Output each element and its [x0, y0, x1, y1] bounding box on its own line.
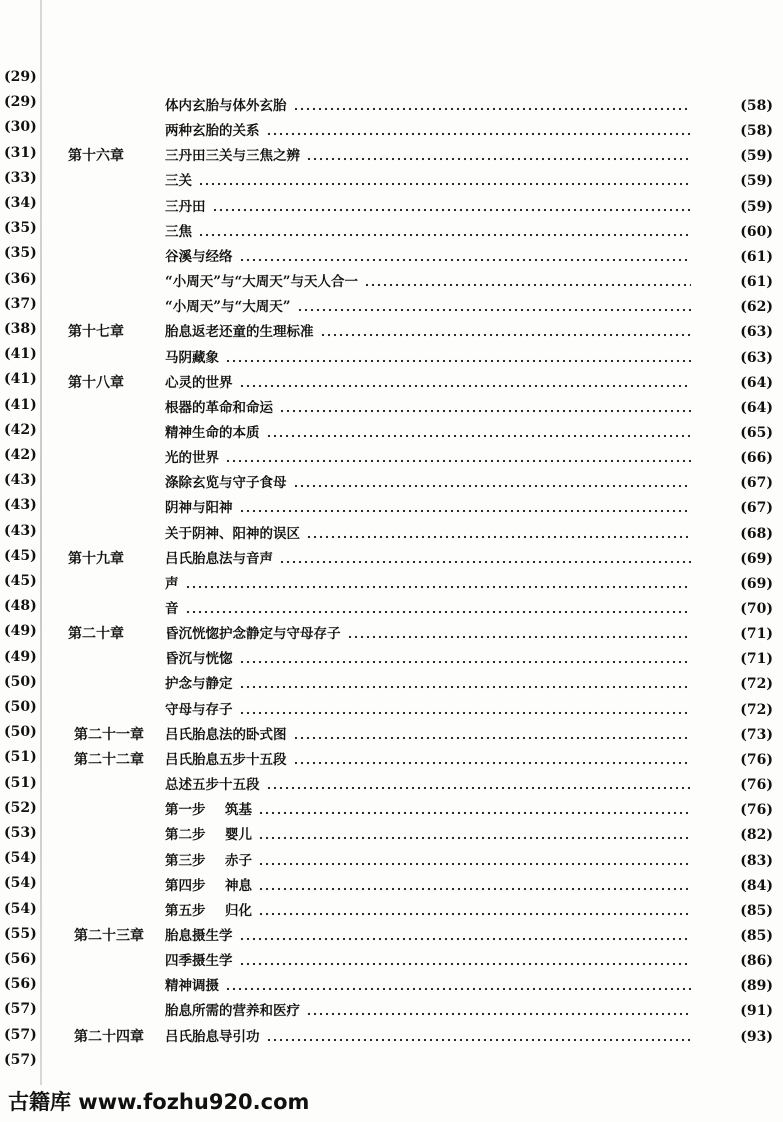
toc-entry [165, 448, 691, 468]
toc-entry [165, 322, 691, 342]
dot-leader [258, 825, 691, 845]
section-title: 三关 [165, 173, 192, 190]
left-margin-number: (57) [4, 1026, 37, 1043]
dot-leader [258, 800, 691, 820]
left-margin-number: (34) [4, 195, 37, 211]
section-title: 守母与存子 [165, 701, 233, 718]
page-number: (76) [740, 802, 773, 819]
toc-entry [165, 825, 691, 845]
step-title: 赤子 [225, 852, 252, 869]
step-number: 第一步 [165, 802, 206, 819]
toc-row[interactable] [0, 96, 783, 116]
left-margin-number: (50) [4, 724, 37, 741]
dot-leader [266, 423, 692, 443]
toc-row[interactable] [0, 448, 783, 468]
dot-leader [225, 976, 691, 996]
left-margin-number: (38) [4, 321, 37, 337]
section-title: 吕氏胎息法与音声 [165, 550, 273, 567]
toc-row[interactable] [0, 247, 783, 267]
page-number: (82) [740, 827, 773, 844]
toc-entry [165, 574, 691, 594]
page-number: (63) [740, 349, 773, 366]
toc-entry [165, 800, 691, 820]
toc-entry [165, 1027, 691, 1047]
section-title: 谷溪与经络 [165, 248, 233, 265]
toc-entry [165, 901, 691, 921]
toc-row[interactable] [0, 121, 783, 141]
section-title: 关于阴神、阳神的误区 [165, 525, 300, 542]
dot-leader [306, 1001, 691, 1021]
page-number: (60) [740, 223, 773, 240]
page-number: (69) [740, 575, 773, 592]
chapter-label: 第二十四章 [74, 1028, 144, 1045]
section-title: 胎息摄生学 [165, 927, 233, 944]
toc-row[interactable] [0, 976, 783, 996]
left-margin-number: (41) [4, 346, 37, 363]
page-number: (59) [740, 198, 773, 215]
section-title: 四季摄生学 [165, 953, 233, 970]
toc-entry [165, 524, 691, 544]
toc-entry [165, 297, 691, 317]
left-margin-number: (56) [4, 976, 37, 993]
toc-entry [165, 171, 691, 191]
dot-leader [198, 171, 691, 191]
toc-entry [165, 222, 691, 242]
dot-leader [266, 121, 692, 141]
toc-row[interactable] [0, 649, 783, 669]
toc-entry [165, 247, 691, 267]
page-number: (61) [740, 248, 773, 265]
section-title: 精神生命的本质 [165, 424, 260, 441]
page-number: (86) [740, 953, 773, 970]
page-number: (83) [740, 852, 773, 869]
section-title: 总述五步十五段 [165, 777, 260, 794]
toc-entry [165, 373, 691, 393]
left-margin-number: (42) [4, 447, 37, 463]
toc-entry [165, 423, 691, 443]
dot-leader [185, 574, 692, 594]
toc-row[interactable] [0, 750, 783, 770]
toc-entry [165, 976, 691, 996]
toc-row[interactable] [0, 1027, 783, 1047]
section-title [165, 876, 252, 896]
toc-row[interactable] [0, 322, 783, 342]
section-title [165, 800, 252, 820]
left-margin-number: (53) [4, 825, 37, 841]
section-title [165, 851, 252, 871]
page-number: (72) [740, 676, 773, 693]
toc-entry [165, 549, 691, 569]
chapter-label: 第十六章 [68, 148, 124, 165]
page-number: (59) [740, 148, 773, 165]
toc-row[interactable] [0, 624, 783, 644]
toc-row[interactable] [0, 951, 783, 971]
section-title: “小周天”与“大周天” [165, 299, 291, 316]
toc-row[interactable] [0, 549, 783, 569]
page-number: (67) [740, 500, 773, 517]
toc-row[interactable] [0, 423, 783, 443]
dot-leader [266, 1027, 692, 1047]
page-number: (64) [740, 374, 773, 391]
left-margin-number: (41) [4, 371, 37, 388]
toc-row[interactable] [0, 373, 783, 393]
toc-row[interactable] [0, 197, 783, 217]
step-title: 筑基 [225, 802, 252, 819]
left-margin-number: (43) [4, 497, 37, 514]
toc-row[interactable] [0, 599, 783, 619]
page-number: (67) [740, 475, 773, 492]
chapter-label: 第二十一章 [74, 726, 144, 743]
page-number: (65) [740, 424, 773, 441]
left-margin-number: (43) [4, 522, 37, 539]
toc-entry [165, 775, 691, 795]
toc-entry [165, 649, 691, 669]
dot-leader [258, 851, 691, 871]
left-margin-number: (57) [4, 1051, 37, 1068]
section-title: 精神调摄 [165, 978, 219, 995]
left-margin-number: (41) [4, 396, 37, 413]
toc-row[interactable] [0, 674, 783, 694]
dot-leader [239, 951, 692, 971]
left-margin-number: (48) [4, 598, 37, 615]
chapter-label: 第二十章 [68, 626, 124, 643]
section-title [165, 825, 252, 845]
section-title: 根器的革命和命运 [165, 399, 273, 416]
toc-entry [165, 398, 691, 418]
toc-row[interactable] [0, 800, 783, 820]
section-title: 三焦 [165, 223, 192, 240]
chapter-label: 第十七章 [68, 324, 124, 341]
toc-entry [165, 876, 691, 896]
left-margin-number: (54) [4, 875, 37, 892]
left-margin-number: (51) [4, 749, 37, 766]
page-number: (76) [740, 751, 773, 768]
dot-leader [225, 448, 691, 468]
toc-entry [165, 750, 691, 770]
toc-row[interactable] [0, 146, 783, 166]
section-title: 三丹田三关与三焦之辨 [165, 148, 300, 165]
page-number: (63) [740, 324, 773, 341]
toc-entry [165, 121, 691, 141]
dot-leader [239, 700, 692, 720]
toc-entry [165, 272, 691, 292]
page-number: (89) [740, 978, 773, 995]
dot-leader [306, 146, 691, 166]
left-margin-number: (33) [4, 169, 37, 186]
toc-entry [165, 599, 691, 619]
section-title: 吕氏胎息导引功 [165, 1028, 260, 1045]
section-title: 吕氏胎息法的卧式图 [165, 726, 287, 743]
step-number: 第二步 [165, 827, 206, 844]
toc-row[interactable] [0, 700, 783, 720]
section-title: 护念与静定 [165, 676, 233, 693]
toc-row[interactable] [0, 398, 783, 418]
toc-row[interactable] [0, 825, 783, 845]
watermark-footer: 古籍库 www.fozhu920.com [8, 1090, 310, 1114]
dot-leader [306, 524, 691, 544]
toc-row[interactable] [0, 473, 783, 493]
page-number: (72) [740, 701, 773, 718]
dot-leader [212, 197, 692, 217]
section-title: 昏沉与恍惚 [165, 651, 233, 668]
chapter-label: 第二十三章 [74, 927, 144, 944]
toc-entry [165, 197, 691, 217]
page-number: (70) [740, 601, 773, 617]
dot-leader [239, 674, 692, 694]
section-title: 光的世界 [165, 450, 219, 467]
section-title: 涤除玄览与守子食母 [165, 475, 287, 492]
section-title: 吕氏胎息五步十五段 [165, 751, 287, 768]
section-title: 胎息所需的营养和医疗 [165, 1003, 300, 1020]
page-number: (68) [740, 525, 773, 542]
toc-row[interactable] [0, 876, 783, 896]
toc-entry [165, 348, 691, 368]
toc-row[interactable] [0, 272, 783, 292]
section-title: “小周天”与“大周天”与天人合一 [165, 274, 359, 291]
left-margin-number: (37) [4, 295, 37, 312]
page-number: (76) [740, 777, 773, 794]
left-margin-number: (35) [4, 245, 37, 262]
left-margin-number: (49) [4, 623, 37, 640]
dot-leader [225, 348, 691, 368]
page-number: (84) [740, 877, 773, 894]
toc-row[interactable] [0, 775, 783, 795]
page-number: (59) [740, 173, 773, 190]
section-title: 心灵的世界 [165, 374, 233, 391]
toc-entry [165, 674, 691, 694]
toc-row[interactable] [0, 851, 783, 871]
section-title: 两种玄胎的关系 [165, 123, 260, 140]
dot-leader [320, 322, 692, 342]
toc-entry [165, 725, 691, 745]
dot-leader [258, 876, 691, 896]
dot-leader [347, 624, 692, 644]
dot-leader [198, 222, 691, 242]
section-title: 昏沉恍惚护念静定与守母存子 [165, 626, 341, 643]
toc-row[interactable] [0, 574, 783, 594]
left-margin-number: (43) [4, 472, 37, 489]
page-number: (71) [740, 651, 773, 668]
toc-row[interactable] [0, 901, 783, 921]
dot-leader [185, 599, 692, 619]
dot-leader [293, 725, 692, 745]
chapter-label: 第十八章 [68, 374, 124, 391]
left-margin-number: (35) [4, 220, 37, 237]
toc-row[interactable] [0, 725, 783, 745]
left-margin-number: (56) [4, 951, 37, 967]
left-margin-number: (54) [4, 900, 37, 917]
dot-leader [239, 373, 692, 393]
left-margin-number: (30) [4, 119, 37, 136]
dot-leader [239, 498, 692, 518]
page-number: (69) [740, 550, 773, 567]
page-number: (71) [740, 626, 773, 643]
toc-row[interactable] [0, 297, 783, 317]
toc-entry [165, 851, 691, 871]
section-title [165, 901, 252, 921]
dot-leader [293, 96, 692, 116]
dot-leader [293, 750, 692, 770]
toc-row[interactable] [0, 1001, 783, 1021]
left-margin-number: (45) [4, 573, 37, 589]
page-number: (73) [740, 726, 773, 743]
toc-entry [165, 951, 691, 971]
toc-row[interactable] [0, 348, 783, 368]
toc-entry [165, 498, 691, 518]
page-number: (66) [740, 450, 773, 467]
dot-leader [258, 901, 691, 921]
chapter-label: 第十九章 [68, 550, 124, 567]
toc-entry [165, 926, 691, 946]
toc-row[interactable] [0, 926, 783, 946]
toc-entry [165, 624, 691, 644]
section-title: 声 [165, 575, 179, 592]
left-margin-number: (29) [4, 69, 37, 85]
left-margin-number: (49) [4, 648, 37, 665]
section-title: 胎息返老还童的生理标准 [165, 324, 314, 341]
left-margin-number: (42) [4, 421, 37, 438]
page-number: (85) [740, 902, 773, 919]
left-margin-number: (31) [4, 144, 37, 161]
toc-entry [165, 96, 691, 116]
step-number: 第四步 [165, 877, 206, 894]
step-number: 第三步 [165, 852, 206, 869]
page-number: (58) [740, 98, 773, 114]
dot-leader [279, 398, 691, 418]
left-margin-number: (50) [4, 673, 37, 690]
left-margin-number: (50) [4, 699, 37, 715]
toc-entry [165, 473, 691, 493]
page-number: (58) [740, 123, 773, 140]
step-title: 归化 [225, 902, 252, 919]
toc-row[interactable] [0, 524, 783, 544]
left-margin-number: (51) [4, 774, 37, 791]
left-margin-number: (29) [4, 94, 37, 111]
dot-leader [239, 247, 692, 267]
page-number: (91) [740, 1003, 773, 1020]
left-margin-number: (52) [4, 799, 37, 816]
page-number: (64) [740, 399, 773, 416]
dot-leader [239, 926, 692, 946]
toc-entry [165, 700, 691, 720]
step-title: 婴儿 [225, 827, 252, 844]
left-margin-number: (36) [4, 270, 37, 287]
section-title: 三丹田 [165, 198, 206, 215]
toc-entry [165, 146, 691, 166]
left-margin-number: (54) [4, 850, 37, 867]
dot-leader [364, 272, 691, 292]
dot-leader [279, 549, 691, 569]
section-title: 马阴藏象 [165, 349, 219, 366]
toc-entry [165, 1001, 691, 1021]
section-title: 阴神与阳神 [165, 500, 233, 517]
page-number: (93) [740, 1028, 773, 1045]
page-number: (62) [740, 299, 773, 316]
toc-row[interactable] [0, 171, 783, 191]
page-number: (85) [740, 927, 773, 944]
step-title: 神息 [225, 877, 252, 894]
section-title: 音 [165, 601, 179, 617]
left-margin-number: (45) [4, 547, 37, 564]
left-margin-number: (57) [4, 1001, 37, 1018]
dot-leader [297, 297, 691, 317]
page-number: (61) [740, 274, 773, 291]
dot-leader [239, 649, 692, 669]
section-title: 体内玄胎与体外玄胎 [165, 98, 287, 114]
chapter-label: 第二十二章 [74, 751, 144, 768]
step-number: 第五步 [165, 902, 206, 919]
toc-row[interactable] [0, 222, 783, 242]
dot-leader [293, 473, 692, 493]
toc-row[interactable] [0, 498, 783, 518]
left-margin-number: (55) [4, 925, 37, 942]
dot-leader [266, 775, 692, 795]
